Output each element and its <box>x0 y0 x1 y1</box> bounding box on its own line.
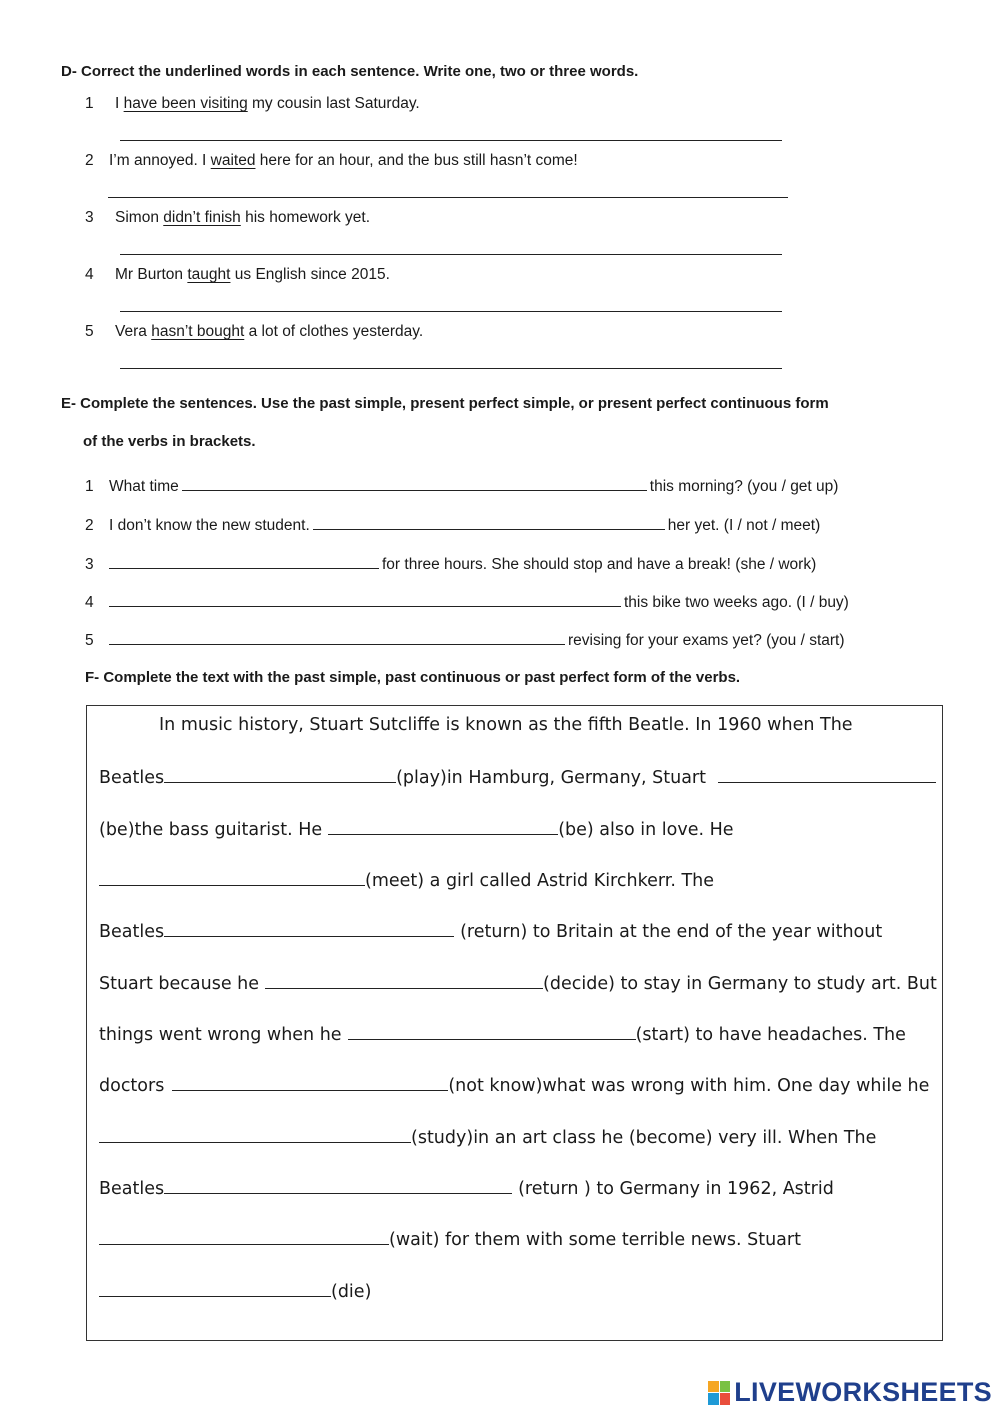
liveworksheets-logo-icon <box>708 1381 730 1405</box>
section-d-item-2: 2 I’m annoyed. I waited here for an hour, and the bus still hasn’t come! <box>85 152 578 169</box>
text-line-10: Beatles (return ) to Germany in 1962, Astrid <box>99 1179 834 1199</box>
underlined-words: have been visiting <box>123 95 248 112</box>
section-e-item-3: 3 for three hours. She should stop and have a break! (she / work) <box>85 556 817 573</box>
item-number: 3 <box>85 209 94 226</box>
section-d-item-3: 3 Simon didn’t finish his homework yet. <box>85 209 371 226</box>
section-d-item-1: 1 I have been visiting my cousin last Saturday. <box>85 95 420 112</box>
item-number: 2 <box>85 152 94 169</box>
item-number: 1 <box>85 95 94 112</box>
fill-blank-die[interactable] <box>99 1280 331 1297</box>
text-line-3: (be)the bass guitarist. He (be) also in love. He <box>99 820 734 840</box>
answer-line-d2[interactable] <box>108 197 788 198</box>
text-line-6: Stuart because he (decide) to stay in Germany to study art. But <box>99 974 937 994</box>
item-number: 4 <box>85 266 94 283</box>
section-d-item-5: 5 Vera hasn’t bought a lot of clothes yesterday. <box>85 323 424 340</box>
fill-blank-wait[interactable] <box>99 1228 389 1245</box>
fill-blank[interactable] <box>182 476 647 491</box>
fill-blank-return-2[interactable] <box>164 1177 512 1194</box>
section-e-heading: E- Complete the sentences. Use the past simple, present perfect simple, or present perfect continuous form <box>61 395 829 412</box>
answer-line-d5[interactable] <box>120 368 782 369</box>
fill-blank-be-1[interactable] <box>718 766 936 783</box>
section-e-item-5: 5 revising for your exams yet? (you / start) <box>85 632 845 649</box>
fill-blank-start[interactable] <box>348 1023 636 1040</box>
story-text-box <box>86 705 943 1341</box>
text-line-2: Beatles (play)in Hamburg, Germany, Stuart <box>99 766 936 788</box>
fill-blank-meet[interactable] <box>99 869 365 886</box>
answer-line-d1[interactable] <box>120 140 782 141</box>
fill-blank-return-1[interactable] <box>164 920 454 937</box>
item-number: 5 <box>85 323 94 340</box>
text-line-7: things went wrong when he (start) to have headaches. The <box>99 1025 906 1045</box>
fill-blank[interactable] <box>109 554 379 569</box>
text-line-8: doctors (not know)what was wrong with him. One day while he <box>99 1076 930 1096</box>
answer-line-d3[interactable] <box>120 254 782 255</box>
fill-blank[interactable] <box>313 515 665 530</box>
section-d-item-4: 4 Mr Burton taught us English since 2015. <box>85 266 390 283</box>
text-line-5: Beatles (return) to Britain at the end of the year without <box>99 922 883 942</box>
answer-line-d4[interactable] <box>120 311 782 312</box>
underlined-words: waited <box>210 152 256 169</box>
text-line-4: (meet) a girl called Astrid Kirchkerr. The <box>99 869 714 891</box>
fill-blank-not-know[interactable] <box>172 1074 448 1091</box>
underlined-words: hasn’t bought <box>151 323 245 340</box>
text-line-1: In music history, Stuart Sutcliffe is known as the fifth Beatle. In 1960 when The <box>159 715 853 735</box>
fill-blank-decide[interactable] <box>265 972 543 989</box>
text-line-11: (wait) for them with some terrible news. Stuart <box>99 1228 801 1250</box>
underlined-words: didn’t finish <box>163 209 241 226</box>
text-line-9: (study)in an art class he (become) very ill. When The <box>99 1126 876 1148</box>
section-d-heading: D- Correct the underlined words in each sentence. Write one, two or three words. <box>61 63 639 80</box>
fill-blank[interactable] <box>109 630 565 645</box>
liveworksheets-logo <box>708 1377 992 1408</box>
fill-blank[interactable] <box>109 592 621 607</box>
section-f-heading: F- Complete the text with the past simple, past continuous or past perfect form of the verbs. <box>85 669 741 686</box>
section-e-item-2: 2 I don’t know the new student. her yet. (I / not / meet) <box>85 517 821 534</box>
section-e-item-1: 1 What time this morning? (you / get up) <box>85 478 839 495</box>
section-e-item-4: 4 this bike two weeks ago. (I / buy) <box>85 594 849 611</box>
fill-blank-study[interactable] <box>99 1126 411 1143</box>
text-line-12: (die) <box>99 1280 371 1302</box>
brand-name: LIVEWORKSHEETS <box>734 1377 992 1407</box>
section-e-heading-cont: of the verbs in brackets. <box>83 433 256 450</box>
fill-blank-be-2[interactable] <box>328 818 558 835</box>
fill-blank-play[interactable] <box>164 766 396 783</box>
underlined-words: taught <box>187 266 231 283</box>
